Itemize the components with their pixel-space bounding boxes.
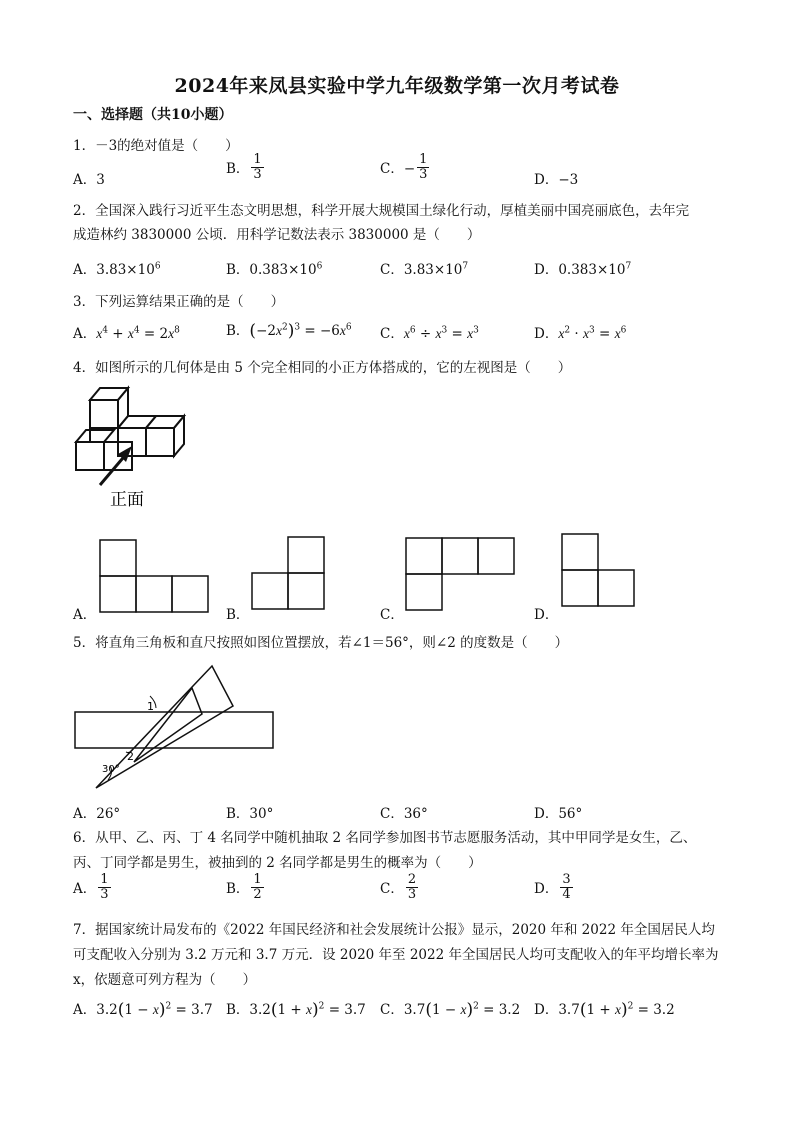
q2-option-a: A．$3.83\times 10^6$ xyxy=(73,261,161,278)
q5-option-a: A．26° xyxy=(73,806,121,822)
section-heading: 一、选择题（共10小题） xyxy=(73,107,233,123)
q2-option-c: C．$3.83\times 10^7$ xyxy=(380,261,469,278)
q1-option-d: D．−3 xyxy=(534,172,579,188)
q7-option-b: B．$3.2(1 + x)^2 = 3.7$ xyxy=(226,1000,366,1020)
q4-option-d: D． xyxy=(534,607,559,623)
page-title: 2024年来凤县实验中学九年级数学第一次月考试卷 xyxy=(174,75,620,97)
question-7-line-1: 7．据国家统计局发布的《2022 年国民经济和社会发展统计公报》显示，2020 年和 2022 年全国居民人均 xyxy=(73,922,715,938)
question-5-stem: 5．将直角三角板和直尺按照如图位置摆放，若∠1＝56°，则∠2 的度数是（ ） xyxy=(73,635,569,651)
q1-option-b: B． $\frac{1}{3}$ xyxy=(226,152,262,182)
angle-2-label: 2 xyxy=(127,750,134,763)
q1-option-a: A．3 xyxy=(73,172,105,188)
question-7-line-3: x，依题意可列方程为（ ） xyxy=(73,972,257,988)
q4-option-a: A． xyxy=(73,607,97,623)
q2-option-d: D．$0.383\times 10^7$ xyxy=(534,261,632,278)
question-6-line-1: 6．从甲、乙、丙、丁 4 名同学中随机抽取 2 名同学参加图书节志愿服务活动，其中甲同学是女生，乙、 xyxy=(73,830,697,846)
question-2-line-2: 成造林约 3830000 公顷．用科学记数法表示 3830000 是（ ） xyxy=(73,227,481,243)
q4-option-c-view xyxy=(402,534,518,614)
q4-cube-figure xyxy=(70,380,200,515)
q3-option-d: D．$x^2 \cdot x^3 = x^6$ xyxy=(534,325,627,342)
q7-option-c: C．$3.7(1 - x)^2 = 3.2$ xyxy=(380,1000,521,1020)
q2-option-b: B．$0.383\times 10^6$ xyxy=(226,261,323,278)
q1-option-c: C．− $\frac{1}{3}$ xyxy=(380,152,428,182)
q6-option-b: B． $\frac{1}{2}$ xyxy=(226,872,262,902)
q4-option-a-view xyxy=(96,536,212,616)
question-4-stem: 4．如图所示的几何体是由 5 个完全相同的小正方体搭成的，它的左视图是（ ） xyxy=(73,360,572,376)
q3-option-b: B．$(-2x^2)^3 = -6x^6$ xyxy=(226,321,352,341)
question-3-stem: 3．下列运算结果正确的是（ ） xyxy=(73,294,285,310)
q7-option-d: D．$3.7(1 + x)^2 = 3.2$ xyxy=(534,1000,675,1020)
q6-option-c: C． $\frac{2}{3}$ xyxy=(380,872,417,902)
q6-option-d: D． $\frac{3}{4}$ xyxy=(534,872,571,902)
q7-option-a: A．$3.2(1 - x)^2 = 3.7$ xyxy=(73,1000,213,1020)
q4-option-b: B． xyxy=(226,607,250,623)
angle-30-label: 30° xyxy=(102,764,120,775)
q3-option-c: C．$x^6 \div x^3 = x^3$ xyxy=(380,325,479,342)
question-6-line-2: 丙、丁同学都是男生，被抽到的 2 名同学都是男生的概率为（ ） xyxy=(73,855,482,871)
q6-option-a: A． $\frac{1}{3}$ xyxy=(73,872,109,902)
q5-option-d: D．56° xyxy=(534,806,583,822)
angle-1-label: 1 xyxy=(147,700,154,713)
q3-option-a: A．$x^4 + x^4 = 2x^8$ xyxy=(73,325,180,342)
question-1-stem: 1．－3的绝对值是（ ） xyxy=(73,138,239,154)
q5-option-b: B．30° xyxy=(226,806,274,822)
question-2-line-1: 2．全国深入践行习近平生态文明思想，科学开展大规模国土绿化行动，厚植美丽中国亮丽底色，去年完 xyxy=(73,203,690,219)
q4-option-c: C． xyxy=(380,607,404,623)
q5-option-c: C．36° xyxy=(380,806,428,822)
front-label: 正面 xyxy=(110,490,144,510)
q5-ruler-triangle-figure xyxy=(70,656,280,792)
q4-option-b-view xyxy=(248,533,332,615)
question-7-line-2: 可支配收入分别为 3.2 万元和 3.7 万元．设 2020 年至 2022 年全国居民人均可支配收入的年平均增长率为 xyxy=(73,947,719,963)
q4-option-d-view xyxy=(558,530,642,614)
